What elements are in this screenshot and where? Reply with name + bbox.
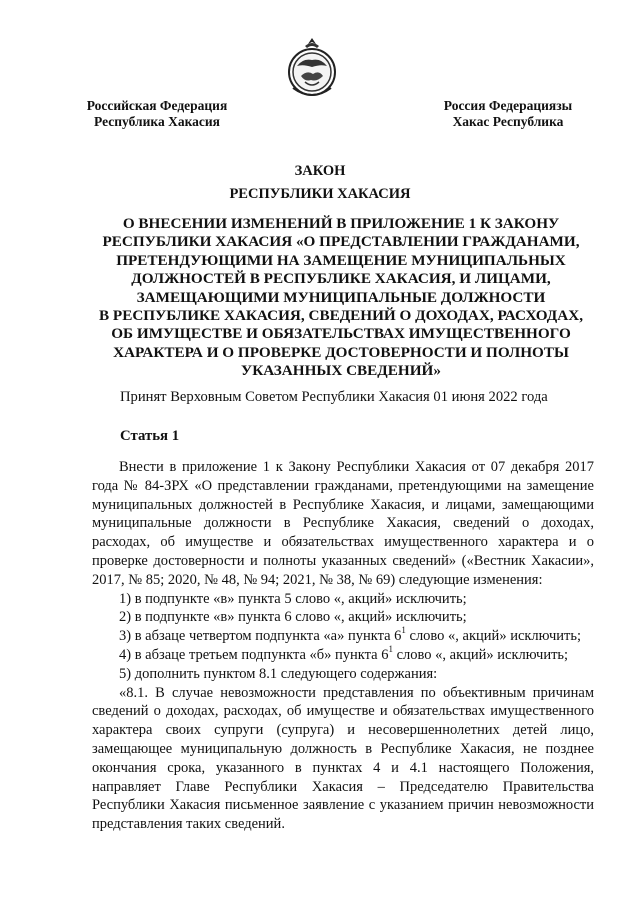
adoption-note: Принят Верховным Советом Республики Хакасия 01 июня 2022 года	[120, 389, 548, 405]
amendment-item-5: 5) дополнить пунктом 8.1 следующего содержания:	[119, 665, 438, 682]
subject-line: О ВНЕСЕНИИ ИЗМЕНЕНИЙ В ПРИЛОЖЕНИЕ 1 К ЗАКОНУ	[122, 215, 560, 232]
item-3-tail: слово «, акций» исключить;	[405, 628, 581, 645]
subject-line: ПРЕТЕНДУЮЩИМИ НА ЗАМЕЩЕНИЕ МУНИЦИПАЛЬНЫХ	[116, 251, 566, 269]
header-left-country: Российская Федерация	[86, 98, 228, 113]
item-3-superscript: 1	[401, 625, 406, 636]
item-4-superscript: 1	[388, 644, 393, 655]
amendment-item-4	[92, 646, 594, 665]
subject-line: РЕСПУБЛИКИ ХАКАСИЯ «О ПРЕДСТАВЛЕНИИ ГРАЖДАНАМИ,	[102, 233, 580, 251]
coat-of-arms-emblem	[283, 36, 341, 100]
header-left	[82, 98, 232, 130]
law-title	[0, 160, 640, 206]
amendment-item-3	[92, 627, 594, 646]
subject-line: УКАЗАННЫХ СВЕДЕНИЙ»	[241, 362, 441, 380]
intro-paragraph: Внести в приложение 1 к Закону Республики Хакасия от 07 декабря 2017 года № 84-ЗРХ «О представлении гражданами, претендующими на замещение муниципальных должностей в Республике Хакасия, и лицами, замещающими муниципальные должности в Республике Хакасия, сведений о доходах, расходах, об имуществе и обязательствах имущественного характера и о проверке достоверности и полноты указанных сведений» («Вестник Хакасии», 2017, № 85; 2020, № 48, № 94; 2021, № 38, № 69) следующие изменения:	[92, 459, 594, 588]
law-title-line1: ЗАКОН	[294, 163, 346, 179]
header-right	[438, 98, 578, 130]
header-right-country: Россия Федерациязы	[443, 98, 573, 113]
amendment-item-2: 2) в подпункте «в» пункта 6 слово «, акций» исключить;	[119, 609, 467, 626]
header-right-republic: Хакас Республика	[452, 114, 564, 129]
clause-8-1-paragraph: «8.1. В случае невозможности представления по объективным причинам сведений о доходах, расходах, об имуществе и обязательствах имущественного характера своих супруги (супруга) и несовершеннолетних детей лицо, замещающее муниципальную должность в Республике Хакасия, не позднее окончания срока, указанного в пунктах 4 и 4.1 настоящего Положения, направляет Главе Республики Хакасия – Председателю Правительства Республики Хакасия письменное заявление с указанием причин невозможности представления таких сведений.	[92, 684, 594, 833]
law-subject	[96, 215, 586, 381]
amendment-item-1: 1) в подпункте «в» пункта 5 слово «, акций» исключить;	[119, 590, 467, 607]
subject-line: ХАРАКТЕРА И О ПРОВЕРКЕ ДОСТОВЕРНОСТИ И ПОЛНОТЫ	[113, 343, 569, 361]
article-heading: Статья 1	[120, 428, 180, 444]
item-4-text: 4) в абзаце третьем подпункта «б» пункта 6	[119, 646, 389, 663]
header-left-republic: Республика Хакасия	[94, 114, 220, 129]
subject-line: ДОЛЖНОСТЕЙ В РЕСПУБЛИКЕ ХАКАСИЯ, И ЛИЦАМИ,	[131, 270, 551, 288]
item-4-tail: слово «, акций» исключить;	[392, 646, 569, 663]
subject-line: ОБ ИМУЩЕСТВЕ И ОБЯЗАТЕЛЬСТВАХ ИМУЩЕСТВЕННОГО	[111, 325, 571, 343]
article-body	[92, 458, 594, 834]
law-title-line2: РЕСПУБЛИКИ ХАКАСИЯ	[229, 186, 411, 202]
subject-line: В РЕСПУБЛИКЕ ХАКАСИЯ, СВЕДЕНИЙ О ДОХОДАХ, РАСХОДАХ,	[98, 307, 583, 325]
subject-line: ЗАМЕЩАЮЩИМИ МУНИЦИПАЛЬНЫЕ ДОЛЖНОСТИ	[136, 288, 546, 306]
item-3-text: 3) в абзаце четвертом подпункта «а» пункта 6	[119, 628, 402, 645]
